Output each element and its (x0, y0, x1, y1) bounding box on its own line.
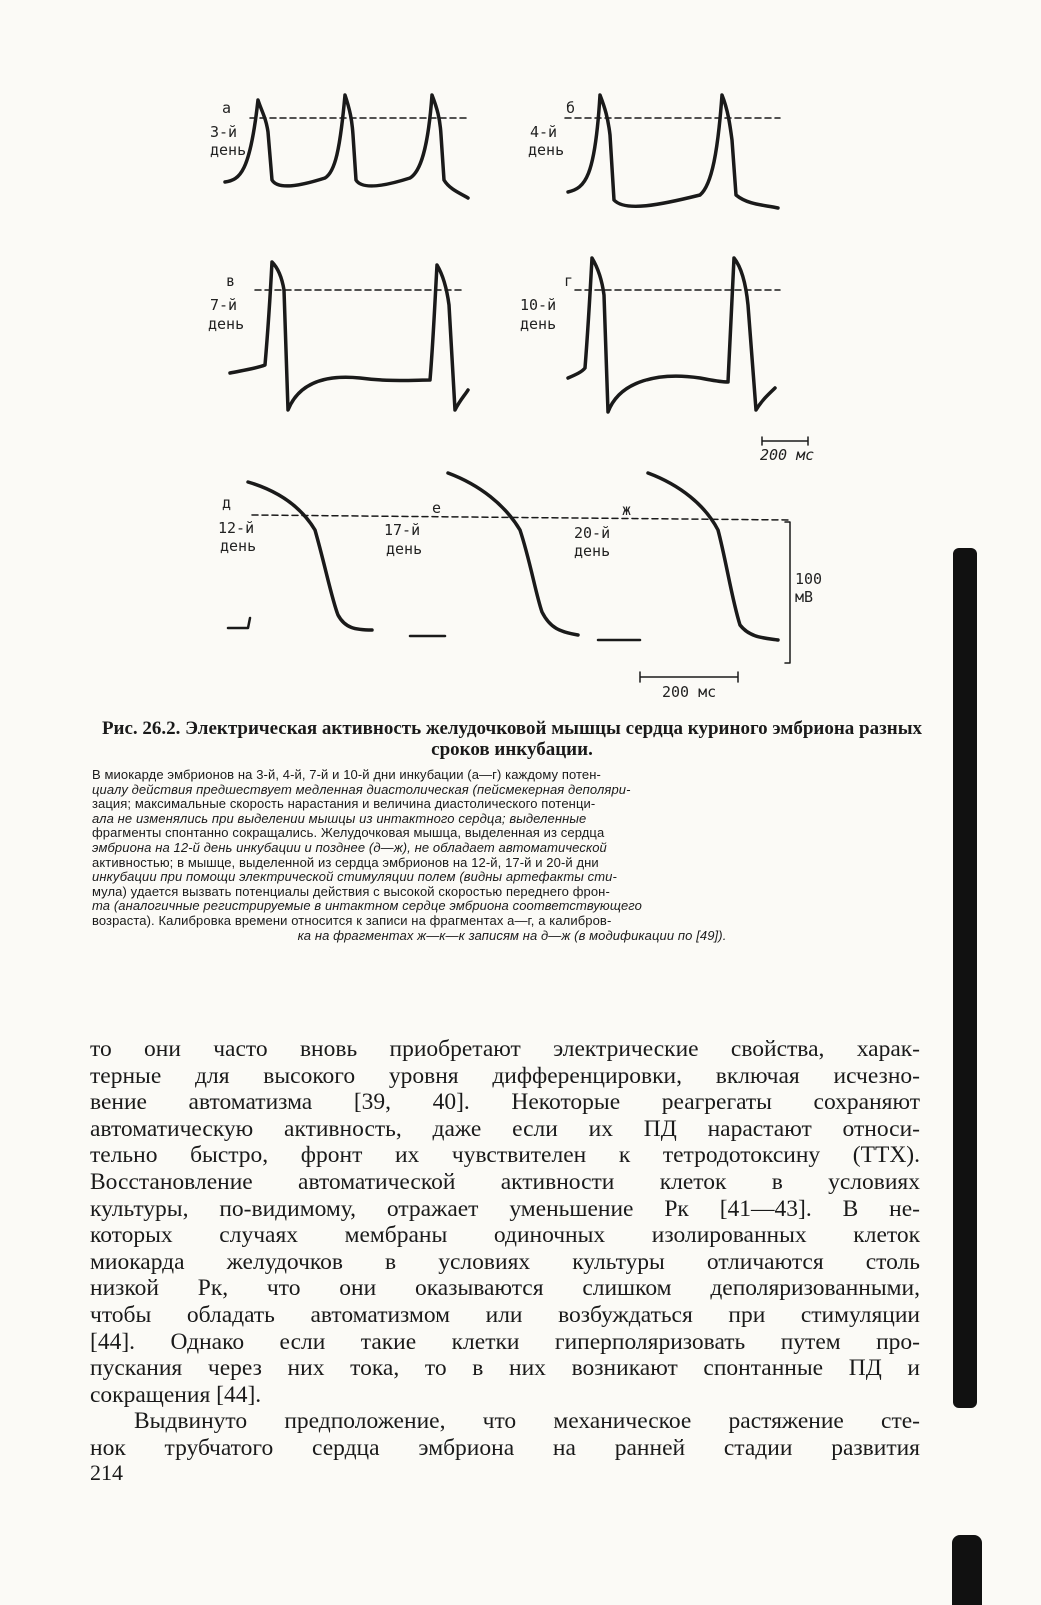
caption-line: эмбриона на 12-й день инкубации и позднее (д—ж), не обладает автоматической (92, 839, 607, 855)
panel-day-unit: день (220, 537, 257, 555)
panel-day: 20-й (574, 524, 611, 542)
text-line: пускания через них тока, то в них возникают спонтанные ПД и (90, 1355, 920, 1382)
text-line: которых случаях мембраны одиночных изолированных клеток (90, 1222, 920, 1249)
scan-edge-shadow (953, 548, 977, 1408)
trace-a (225, 95, 468, 198)
panel-day: 10-й (520, 296, 557, 314)
time-scale-bar-top (762, 437, 808, 445)
text-line: низкой Pк, что они оказываются слишком деполяризованными, (90, 1275, 920, 1302)
scan-edge-shadow-bottom (952, 1535, 982, 1605)
trace-zh (648, 473, 778, 640)
figure-caption-title: Рис. 26.2. Электрическая активность желудочковой мышцы сердца куриного эмбриона разных сроков инкубации. (101, 718, 923, 760)
text-line: [44]. Однако если такие клетки гиперполяризовать путем про- (90, 1328, 920, 1355)
panel-letter: г (564, 272, 574, 290)
panel-day-unit: день (386, 540, 423, 558)
voltage-scale-bar (785, 522, 790, 663)
text-line: сокращения [44]. (90, 1381, 262, 1408)
panel-day: 3-й (210, 123, 238, 141)
text-line: нок трубчатого сердца эмбриона на ранней стадии развития (90, 1434, 920, 1461)
text-line: тельно быстро, фронт их чувствителен к тетродотоксину (ТТХ). (90, 1142, 920, 1169)
text-line: то они часто вновь приобретают электрические свойства, харак- (90, 1036, 920, 1062)
caption-line: зация; максимальные скорость нарастания и величина диастолического потенци- (92, 796, 596, 812)
caption-line: мула) удается вызвать потенциалы действия с высокой скоростью переднего фрон- (92, 883, 610, 899)
panel-day-unit: день (528, 141, 565, 159)
caption-line: ала не изменялись при выделении мышцы из интактного сердца; выделенные (92, 810, 587, 826)
trace-e (448, 473, 578, 635)
panel-letter: е (432, 499, 442, 517)
text-line: автоматическую активность, даже если их ПД нарастают относи- (90, 1115, 920, 1142)
voltage-scale-label: 100 мВ (795, 570, 823, 606)
caption-line: инкубации при помощи электрической стимуляции полем (видны артефакты сти- (92, 869, 617, 885)
caption-line: циалу действия предшествует медленная диастолическая (пейсмекерная деполяри- (92, 781, 631, 797)
panel-day-unit: день (574, 542, 611, 560)
body-text (90, 1036, 920, 1462)
caption-line: ка на фрагментах ж—к—к записям на д—ж (в модификации по [49]). (297, 927, 727, 943)
trace-v (230, 262, 468, 410)
stim-artifact-d (228, 618, 250, 628)
caption-line: возраста). Калибровка времени относится к записи на фрагментах а—г, а калибров- (92, 912, 612, 928)
action-potential-traces (0, 0, 1041, 715)
text-line: Восстановление автоматической активности клеток в условиях (90, 1168, 920, 1195)
panel-day: 4-й (530, 123, 558, 141)
panel-day-unit: день (208, 315, 245, 333)
panel-letter: д (222, 494, 232, 512)
time-scale-bar-bottom (640, 672, 738, 682)
trace-b (568, 95, 778, 208)
caption-line: В миокарде эмбрионов на 3-й, 4-й, 7-й и 10-й дни инкубации (а—г) каждому потен- (92, 767, 601, 782)
trace-g (568, 258, 775, 412)
panel-day: 7-й (210, 296, 238, 314)
page-number: 214 (90, 1460, 123, 1485)
time-scale-label-top: 200 мс (760, 446, 815, 464)
text-line: миокарда желудочков в условиях культуры отличаются столь (90, 1248, 920, 1275)
text-line: чтобы обладать автоматизмом или возбуждаться при стимуляции (90, 1301, 920, 1328)
figure-caption-body (92, 768, 932, 943)
caption-line: та (аналогичные регистрируемые в интактном сердце эмбриона соответствующего (92, 898, 643, 914)
caption-line: активностью; в мышце, выделенной из сердца эмбрионов на 12-й, 17-й и 20-й дни (92, 854, 599, 870)
panel-letter: б (566, 99, 576, 117)
panel-day: 12-й (218, 519, 255, 537)
trace-d (248, 482, 372, 630)
text-line: терные для высокого уровня дифференцировки, включая исчезно- (90, 1062, 920, 1089)
panel-letter: а (222, 99, 232, 117)
text-line: культуры, по-видимому, отражает уменьшение Pк [41—43]. В не- (90, 1195, 920, 1222)
caption-line: фрагменты спонтанно сокращались. Желудочковая мышца, выделенная из сердца (92, 825, 605, 841)
panel-day-unit: день (210, 141, 247, 159)
panel-letter: ж (622, 501, 632, 519)
text-line: вение автоматизма [39, 40]. Некоторые реагрегаты сохраняют (90, 1089, 920, 1116)
panel-day: 17-й (384, 521, 421, 539)
panel-day-unit: день (520, 315, 557, 333)
time-scale-label-bottom: 200 мс (662, 683, 717, 701)
figure-26-2 (0, 0, 1041, 715)
text-line: Выдвинуто предположение, что механическое растяжение сте- (134, 1408, 920, 1435)
panel-letter: в (226, 272, 236, 290)
